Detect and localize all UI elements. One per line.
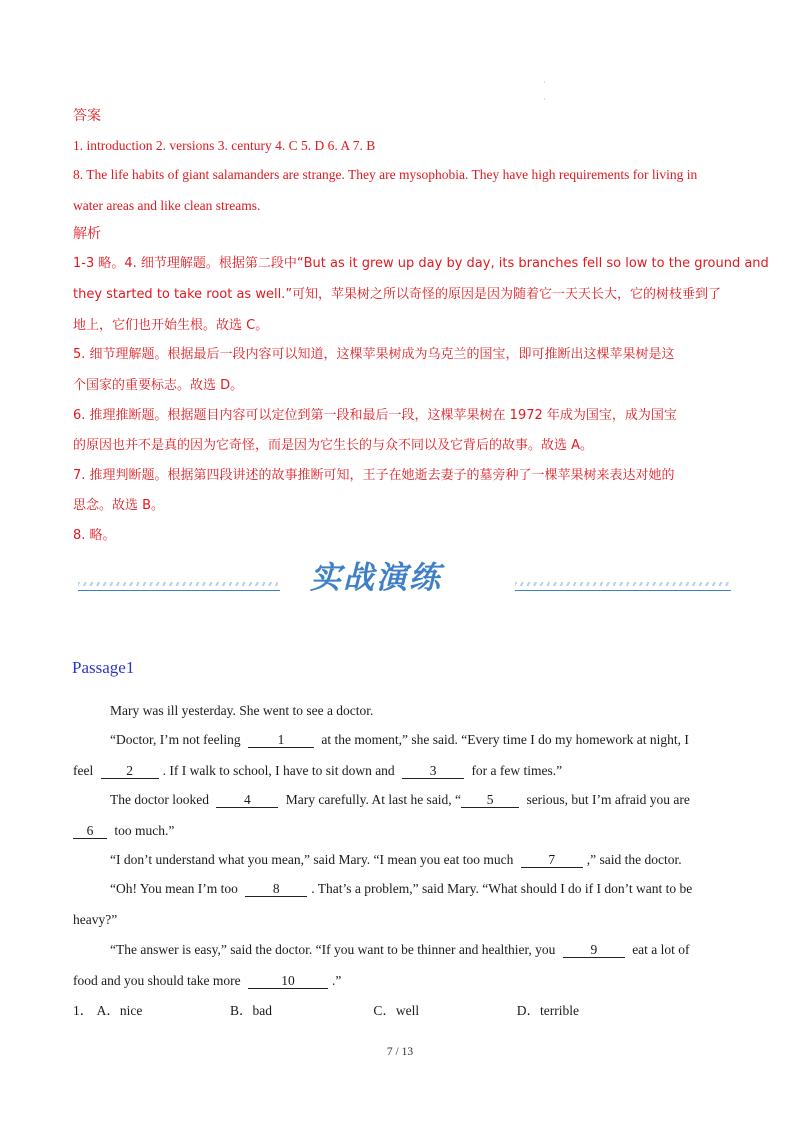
analysis-line: 8. 略。 xyxy=(73,528,116,543)
blank-7: 7 xyxy=(521,852,583,868)
passage-line xyxy=(110,791,690,809)
passage-text: .” xyxy=(331,973,342,988)
banner-title: 实战演练 xyxy=(310,560,442,596)
passage-text: food and you should take more xyxy=(73,973,241,988)
passage-text: . That’s a problem,” said Mary. “What should I do if I don’t want to be xyxy=(311,881,693,896)
passage-paragraph: Mary was ill yesterday. She went to see a doctor. xyxy=(110,703,374,718)
passage-text: “I don’t understand what you mean,” said Mary. “I mean you eat too much xyxy=(110,852,514,867)
passage-line xyxy=(73,822,174,840)
option-b: B．bad xyxy=(230,1003,272,1018)
passage-text: feel xyxy=(73,763,94,778)
option-d: D．terrible xyxy=(516,1003,579,1018)
decorative-dot: · xyxy=(543,95,546,104)
passage-text: for a few times.” xyxy=(471,763,563,778)
analysis-line: 5. 细节理解题。根据最后一段内容可以知道，这棵苹果树成为乌克兰的国宝，即可推断出这棵苹果树是这 xyxy=(73,347,675,362)
passage-line xyxy=(110,731,689,749)
passage-text: Mary carefully. At last he said, “ xyxy=(285,792,462,807)
analysis-line: 的原因也并不是真的因为它奇怪，而是因为它生长的与众不同以及它背后的故事。故选 A。 xyxy=(73,438,594,453)
passage-line xyxy=(110,880,692,898)
analysis-line: 地上，它们也开始生根。故选 C。 xyxy=(73,318,269,333)
question-number: 1． xyxy=(73,1003,94,1018)
option-c: C．well xyxy=(373,1003,420,1018)
passage-text: at the moment,” she said. “Every time I do my homework at night, I xyxy=(321,732,689,747)
banner-rule-left xyxy=(78,590,280,591)
passage-text: . If I walk to school, I have to sit down and xyxy=(162,763,395,778)
passage-line xyxy=(110,851,682,869)
passage-line: heavy?” xyxy=(73,912,118,927)
page-number: 7 / 13 xyxy=(386,1046,414,1058)
decorative-dot: · xyxy=(543,78,546,87)
analysis-line: 个国家的重要标志。故选 D。 xyxy=(73,378,244,393)
passage-text: too much.” xyxy=(114,823,175,838)
analysis-line: 1-3 略。4. 细节理解题。根据第二段中“But as it grew up day by day, its branches fell so low to the ground and xyxy=(73,256,769,271)
analysis-line: 思念。故选 B。 xyxy=(73,498,165,513)
blank-5: 5 xyxy=(461,792,519,808)
blank-10: 10 xyxy=(248,973,328,989)
passage-text: “Doctor, I’m not feeling xyxy=(110,732,241,747)
banner-hatch-right xyxy=(515,582,729,586)
answers-line: 1. introduction 2. versions 3. century 4. C 5. D 6. A 7. B xyxy=(73,138,376,153)
passage-line xyxy=(110,941,690,959)
passage-line xyxy=(73,762,562,780)
analysis-line: 6. 推理推断题。根据题目内容可以定位到第一段和最后一段，这棵苹果树在 1972 年成为国宝，成为国宝 xyxy=(73,408,677,423)
passage-text: “Oh! You mean I’m too xyxy=(110,881,238,896)
blank-4: 4 xyxy=(216,792,278,808)
blank-3: 3 xyxy=(402,763,464,779)
passage-text: eat a lot of xyxy=(632,942,690,957)
banner-hatch-left xyxy=(78,582,278,586)
answers-heading: 答案 xyxy=(73,108,101,124)
passage-title: Passage1 xyxy=(72,658,135,677)
blank-6: 6 xyxy=(73,823,107,839)
blank-2: 2 xyxy=(101,763,159,779)
passage-line xyxy=(73,972,341,990)
option-a: A．nice xyxy=(96,1003,143,1018)
blank-8: 8 xyxy=(245,881,307,897)
analysis-heading: 解析 xyxy=(73,226,101,242)
passage-text: ,” said the doctor. xyxy=(586,852,682,867)
blank-1: 1 xyxy=(248,732,314,748)
banner-rule-right xyxy=(515,590,731,591)
answers-line: water areas and like clean streams. xyxy=(73,198,261,213)
answers-line: 8. The life habits of giant salamanders are strange. They are mysophobia. They have high requirements for living in xyxy=(73,167,698,182)
blank-9: 9 xyxy=(563,942,625,958)
passage-text: “The answer is easy,” said the doctor. “If you want to be thinner and healthier, you xyxy=(110,942,556,957)
analysis-line: they started to take root as well.”可知，苹果树之所以奇怪的原因是因为随着它一天天长大，它的树枝垂到了 xyxy=(73,287,722,302)
passage-text: The doctor looked xyxy=(110,792,209,807)
passage-text: serious, but I’m afraid you are xyxy=(526,792,690,807)
analysis-line: 7. 推理判断题。根据第四段讲述的故事推断可知，王子在她逝去妻子的墓旁种了一棵苹果树来表达对她的 xyxy=(73,468,675,483)
question-1 xyxy=(73,1002,579,1020)
